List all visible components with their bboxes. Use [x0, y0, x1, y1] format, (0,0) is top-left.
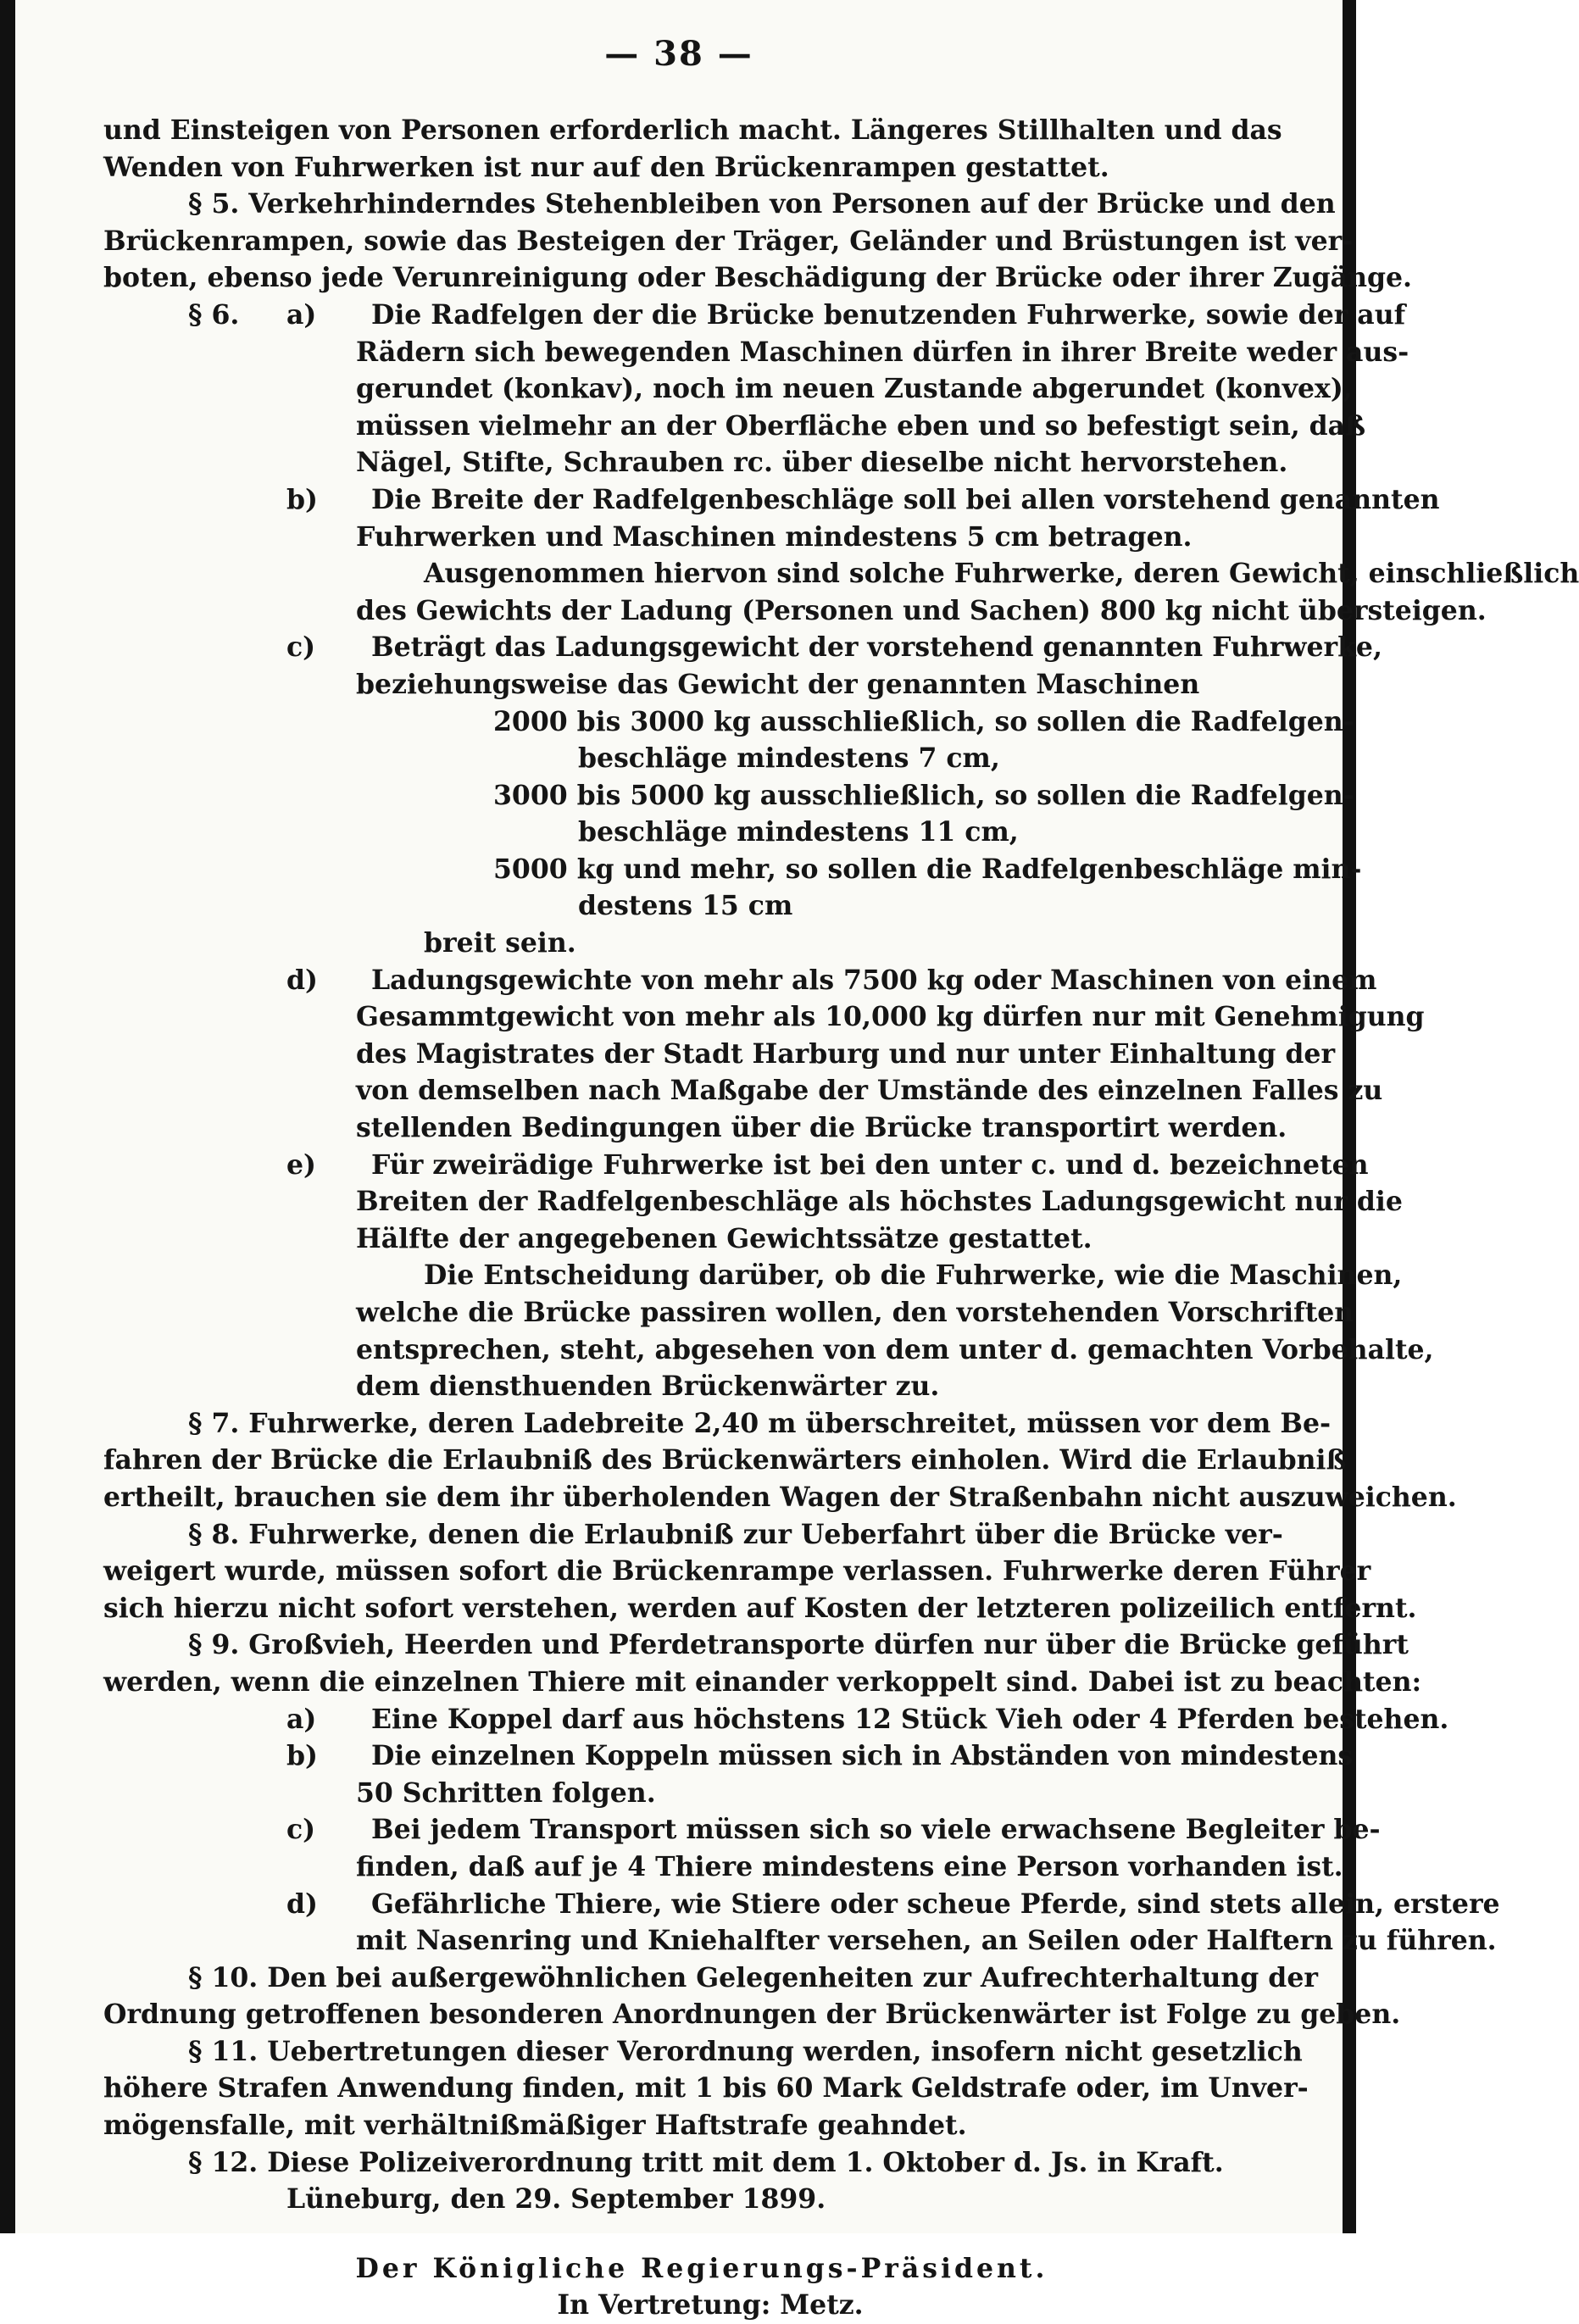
item-label: a) [286, 298, 317, 331]
text-line: Nägel, Stifte, Schrauben rc. über dieselbe nicht hervorstehen. [356, 447, 1288, 479]
text-line: 5000 kg und mehr, so sollen die Radfelgenbeschläge min- [493, 853, 1362, 885]
item-label: c) [286, 631, 316, 664]
text-line: Eine Koppel darf aus höchstens 12 Stück Vieh oder 4 Pferden bestehen. [371, 1703, 1449, 1735]
text-line: Wenden von Fuhrwerken ist nur auf den Brückenrampen gestattet. [103, 151, 1109, 183]
text-line: Bei jedem Transport müssen sich so viele erwachsene Begleiter be- [371, 1814, 1381, 1846]
item-label: a) [286, 1703, 317, 1735]
text-line: boten, ebenso jede Verunreinigung oder Beschädigung der Brücke oder ihrer Zugänge. [103, 262, 1413, 294]
text-line: Fuhrwerken und Maschinen mindestens 5 cm betragen. [356, 520, 1193, 553]
text-line: beziehungsweise das Gewicht der genannten Maschinen [356, 668, 1200, 700]
spacer [103, 2218, 1275, 2250]
text-line: fahren der Brücke die Erlaubniß des Brückenwärters einholen. Wird die Erlaubniß [103, 1444, 1347, 1476]
text-line: Die Radfelgen der die Brücke benutzenden Fuhrwerke, sowie der auf [371, 298, 1406, 331]
paragraph-5-start: § 5. Verkehrhinderndes Stehenbleiben von Personen auf der Brücke und den [188, 188, 1336, 220]
text-line: Die Breite der Radfelgenbeschläge soll bei allen vorstehend genannten [371, 483, 1440, 515]
paragraph-7-start: § 7. Fuhrwerke, deren Ladebreite 2,40 m überschreitet, müssen vor dem Be- [188, 1407, 1332, 1439]
text-line: Hälfte der angegebenen Gewichtssätze gestattet. [356, 1222, 1093, 1254]
text-line: von demselben nach Maßgabe der Umstände des einzelnen Falles zu [356, 1075, 1383, 1107]
document-body [103, 112, 1579, 2324]
text-line: Die Entscheidung darüber, ob die Fuhrwerke, wie die Maschinen, [424, 1259, 1403, 1292]
text-line: welche die Brücke passiren wollen, den vorstehenden Vorschriften [356, 1297, 1354, 1328]
text-line: sich hierzu nicht sofort verstehen, werden auf Kosten der letzteren polizeilich entfernt. [103, 1592, 1417, 1624]
text-line: des Gewichts der Ladung (Personen und Sachen) 800 kg nicht übersteigen. [356, 594, 1487, 626]
text-line: Ausgenommen hiervon sind solche Fuhrwerke, deren Gewicht, einschließlich [424, 558, 1579, 590]
text-line: 50 Schritten folgen. [356, 1776, 656, 1809]
text-line: Brückenrampen, sowie das Besteigen der Träger, Geländer und Brüstungen ist ver- [103, 225, 1354, 257]
item-c [103, 629, 1382, 666]
text-line: mögensfalle, mit verhältnißmäßiger Haftstrafe geahndet. [103, 2110, 967, 2142]
text-line: stellenden Bedingungen über die Brücke transportirt werden. [356, 1112, 1287, 1144]
item-d [103, 962, 1377, 999]
text-line: destens 15 cm [578, 890, 793, 922]
text-line: des Magistrates der Stadt Harburg und nur unter Einhaltung der [356, 1037, 1336, 1070]
text-line: werden, wenn die einzelnen Thiere mit einander verkoppelt sind. Dabei ist zu beachten: [103, 1665, 1422, 1698]
paragraph-8-start: § 8. Fuhrwerke, denen die Erlaubniß zur Ueberfahrt über die Brücke ver- [188, 1518, 1283, 1550]
item-label: e) [286, 1148, 316, 1181]
text-line: breit sein. [424, 927, 576, 959]
item-label: d) [286, 1888, 318, 1920]
text-line: ertheilt, brauchen sie dem ihr überholenden Wagen der Straßenbahn nicht auszuweichen. [103, 1481, 1457, 1513]
paragraph-10-start: § 10. Den bei außergewöhnlichen Gelegenheiten zur Aufrechterhaltung der [188, 1961, 1318, 1993]
text-line: gerundet (konkav), noch im neuen Zustande abgerundet (konvex), [356, 373, 1353, 405]
text-line: Ladungsgewichte von mehr als 7500 kg oder Maschinen von einem [371, 964, 1377, 996]
paragraph-11-start: § 11. Uebertretungen dieser Verordnung werden, insofern nicht gesetzlich [188, 2035, 1303, 2067]
section-label: § 6. [188, 298, 240, 331]
paragraph-9-start: § 9. Großvieh, Heerden und Pferdetransporte dürfen nur über die Brücke geführt [188, 1629, 1409, 1661]
text-line: müssen vielmehr an der Oberfläche eben und so befestigt sein, daß [356, 409, 1366, 442]
item-label: b) [286, 1740, 318, 1772]
text-line: Für zweirädige Fuhrwerke ist bei den unter c. und d. bezeichneten [371, 1148, 1369, 1181]
item-d [103, 1886, 1500, 1923]
item-b [103, 1737, 1354, 1775]
place-date: Lüneburg, den 29. September 1899. [286, 2183, 826, 2216]
text-line: 3000 bis 5000 kg ausschließlich, so sollen die Radfelgen- [493, 779, 1354, 811]
item-a [103, 1701, 1449, 1738]
signature-title: Der Königliche Regierungs-Präsident. [355, 2252, 1048, 2284]
item-b [103, 481, 1440, 519]
text-line: Breiten der Radfelgenbeschläge als höchstes Ladungsgewicht nur die [356, 1186, 1403, 1218]
text-line: 2000 bis 3000 kg ausschließlich, so sollen die Radfelgen- [493, 705, 1354, 737]
text-line: Ordnung getroffenen besonderen Anordnungen der Brückenwärter ist Folge zu geben. [103, 1999, 1401, 2031]
text-line: entsprechen, steht, abgesehen von dem unter d. gemachten Vorbehalte, [356, 1333, 1434, 1365]
item-label: d) [286, 964, 318, 996]
text-line: beschläge mindestens 7 cm, [578, 742, 1000, 775]
text-line: Beträgt das Ladungsgewicht der vorstehend genannten Fuhrwerke, [371, 631, 1382, 664]
text-line: weigert wurde, müssen sofort die Brückenrampe verlassen. Fuhrwerke deren Führer [103, 1555, 1371, 1587]
text-line: mit Nasenring und Kniehalfter versehen, an Seilen oder Halftern zu führen. [356, 1925, 1497, 1957]
item-label: c) [286, 1814, 316, 1846]
text-line: Gesammtgewicht von mehr als 10,000 kg dürfen nur mit Genehmigung [356, 1001, 1425, 1033]
text-line: Die einzelnen Koppeln müssen sich in Abständen von mindestens [371, 1740, 1354, 1772]
text-line: beschläge mindestens 11 cm, [578, 816, 1019, 848]
item-c [103, 1811, 1381, 1849]
item-e [103, 1147, 1369, 1184]
page-number: — 38 — [604, 34, 753, 74]
text-line: Gefährliche Thiere, wie Stiere oder scheue Pferde, sind stets allein, erstere [371, 1888, 1500, 1920]
text-line: höhere Strafen Anwendung finden, mit 1 bis 60 Mark Geldstrafe oder, im Unver- [103, 2072, 1309, 2104]
text-line: Rädern sich bewegenden Maschinen dürfen in ihrer Breite weder aus- [356, 336, 1409, 368]
text-line: dem diensthuenden Brückenwärter zu. [356, 1370, 940, 1403]
item-label: b) [286, 483, 318, 515]
paragraph-12-start: § 12. Diese Polizeiverordnung tritt mit dem 1. Oktober d. Js. in Kraft. [188, 2146, 1224, 2178]
text-line: finden, daß auf je 4 Thiere mindestens eine Person vorhanden ist. [356, 1850, 1343, 1882]
paragraph-6-start [103, 297, 1406, 334]
text-line: und Einsteigen von Personen erforderlich macht. Längeres Stillhalten und das [103, 114, 1282, 146]
signature-name: In Vertretung: Metz. [557, 2289, 864, 2321]
